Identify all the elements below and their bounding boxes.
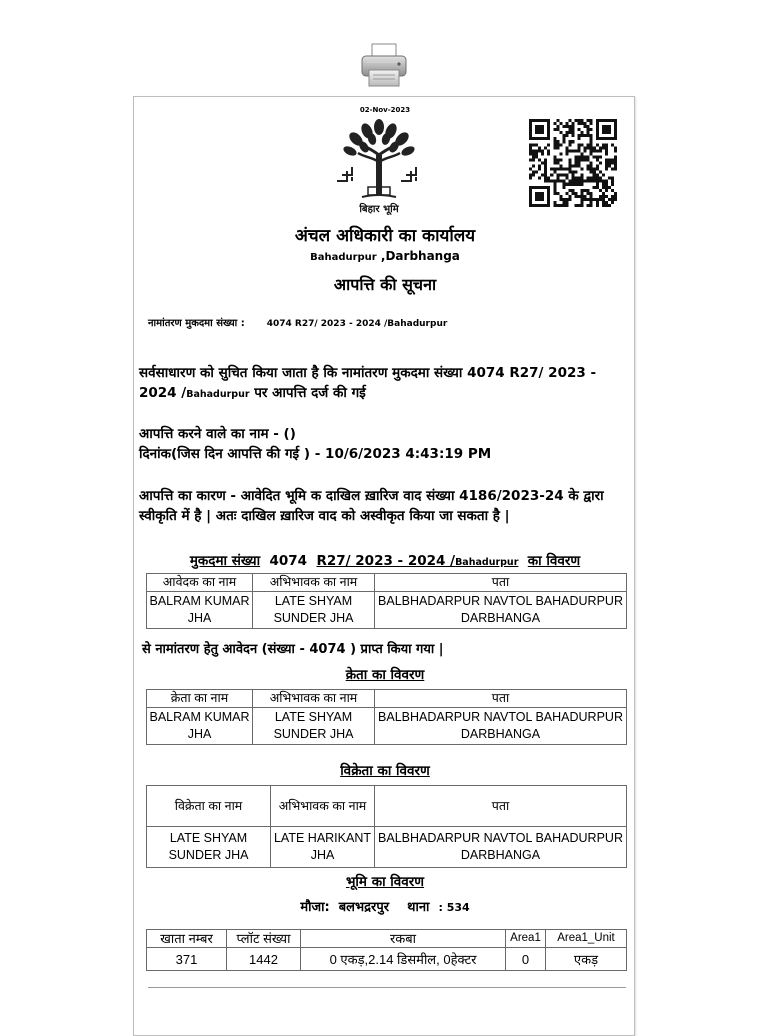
notice-document bbox=[133, 96, 635, 1036]
column-header: अभिभावक का नाम bbox=[253, 690, 375, 708]
document-date: 02-Nov-2023 bbox=[359, 106, 411, 114]
column-header: अभिभावक का नाम bbox=[253, 574, 375, 592]
column-header: Area1_Unit bbox=[546, 930, 627, 948]
objection-reason: आपत्ति का कारण - आवेदित भूमि क दाखिल ख़ारिज वाद संख्या 4186/2023-24 के द्वारा स्वीकृति में है | अतः दाखिल ख़ारिज वाद को अस्वीकृत किया जा सकता है | bbox=[139, 488, 604, 524]
applicant-table bbox=[146, 573, 627, 629]
column-header: प्लॉट संख्या bbox=[227, 930, 301, 948]
case-details-rest: R27/ 2023 - 2024 / bbox=[316, 553, 456, 569]
table-row bbox=[147, 948, 627, 971]
seller-name: LATE SHYAM SUNDER JHA bbox=[147, 827, 271, 868]
column-header: अभिभावक का नाम bbox=[271, 786, 375, 827]
land-table bbox=[146, 929, 627, 971]
location-district: ,Darbhanga bbox=[376, 249, 460, 263]
column-header: खाता नम्बर bbox=[147, 930, 227, 948]
seller-address: BALBHADARPUR NAVTOL BAHADURPUR DARBHANGA bbox=[375, 827, 627, 868]
office-location bbox=[134, 249, 636, 263]
case-details-suffix: का विवरण bbox=[527, 553, 581, 569]
buyer-name: BALRAM KUMAR JHA bbox=[147, 708, 253, 745]
column-header: क्रेता का नाम bbox=[147, 690, 253, 708]
notice-line-part2: पर आपत्ति दर्ज की गई bbox=[249, 385, 366, 401]
applicant-guardian: LATE SHYAM SUNDER JHA bbox=[253, 592, 375, 629]
notice-title: आपत्ति की सूचना bbox=[333, 275, 437, 294]
objection-date: दिनांक(जिस दिन आपत्ति की गई ) - 10/6/2023 4:43:19 PM bbox=[139, 446, 492, 462]
buyer-table bbox=[146, 689, 627, 745]
table-header-row bbox=[147, 930, 627, 948]
buyer-heading: क्रेता का विवरण bbox=[345, 667, 425, 683]
column-header: पता bbox=[375, 786, 627, 827]
objector-name: आपत्ति करने वाले का नाम - () bbox=[139, 426, 296, 442]
applicant-name: BALRAM KUMAR JHA bbox=[147, 592, 253, 629]
khata-number: 371 bbox=[147, 948, 227, 971]
column-header: पता bbox=[375, 690, 627, 708]
column-header: रकबा bbox=[301, 930, 506, 948]
buyer-guardian: LATE SHYAM SUNDER JHA bbox=[253, 708, 375, 745]
case-details-label: मुकदमा संख्या bbox=[189, 553, 261, 569]
case-details-heading bbox=[134, 551, 636, 569]
notice-line-case: 4074 R27/ 2023 - 2024 / bbox=[139, 365, 597, 401]
table-row bbox=[147, 827, 627, 868]
case-number-label: नामांतरण मुकदमा संख्या : bbox=[148, 318, 245, 329]
case-details-block: Bahadurpur bbox=[455, 557, 519, 568]
location-block: Bahadurpur bbox=[310, 252, 377, 263]
table-row bbox=[147, 592, 627, 629]
column-header: आवेदक का नाम bbox=[147, 574, 253, 592]
notice-line-part1: सर्वसाधारण को सुचित किया जाता है कि नामांतरण मुकदमा संख्या bbox=[139, 365, 468, 381]
seller-heading: विक्रेता का विवरण bbox=[340, 763, 430, 779]
table-header-row bbox=[147, 574, 627, 592]
column-header: विक्रेता का नाम bbox=[147, 786, 271, 827]
logo-caption: बिहार भूमि bbox=[359, 204, 399, 215]
column-header: पता bbox=[375, 574, 627, 592]
applicant-address: BALBHADARPUR NAVTOL BAHADURPUR DARBHANGA bbox=[375, 592, 627, 629]
notice-line-block: Bahadurpur bbox=[186, 389, 250, 400]
bihar-bhumi-logo bbox=[334, 117, 424, 217]
notice-statement bbox=[139, 363, 636, 405]
office-title: अंचल अधिकारी का कार्यालय bbox=[294, 226, 476, 246]
printer-icon[interactable] bbox=[359, 42, 409, 88]
plot-number: 1442 bbox=[227, 948, 301, 971]
buyer-address: BALBHADARPUR NAVTOL BAHADURPUR DARBHANGA bbox=[375, 708, 627, 745]
seller-guardian: LATE HARIKANT JHA bbox=[271, 827, 375, 868]
area1-unit: एकड़ bbox=[546, 948, 627, 971]
divider bbox=[148, 987, 626, 988]
table-row bbox=[147, 708, 627, 745]
area1-value: 0 bbox=[506, 948, 546, 971]
case-number-row bbox=[148, 315, 447, 329]
application-statement: से नामांतरण हेतु आवेदन (संख्या - 4074 ) प्राप्त किया गया | bbox=[142, 642, 444, 657]
mauja-row bbox=[134, 897, 636, 915]
table-header-row bbox=[147, 786, 627, 827]
qr-code bbox=[529, 119, 617, 207]
case-details-number: 4074 bbox=[269, 553, 308, 569]
column-header: Area1 bbox=[506, 930, 546, 948]
land-area: 0 एकड़,2.14 डिसमील, 0हेक्टर bbox=[301, 948, 506, 971]
land-heading: भूमि का विवरण bbox=[345, 874, 425, 890]
seller-table bbox=[146, 785, 627, 868]
table-header-row bbox=[147, 690, 627, 708]
mauja-label: मौजा: bbox=[300, 900, 330, 915]
case-number-value: 4074 R27/ 2023 - 2024 /Bahadurpur bbox=[266, 319, 448, 329]
thana-value: : 534 bbox=[438, 901, 470, 914]
mauja-value: बलभद्ररपुर bbox=[338, 900, 390, 915]
thana-label: थाना bbox=[407, 900, 430, 915]
